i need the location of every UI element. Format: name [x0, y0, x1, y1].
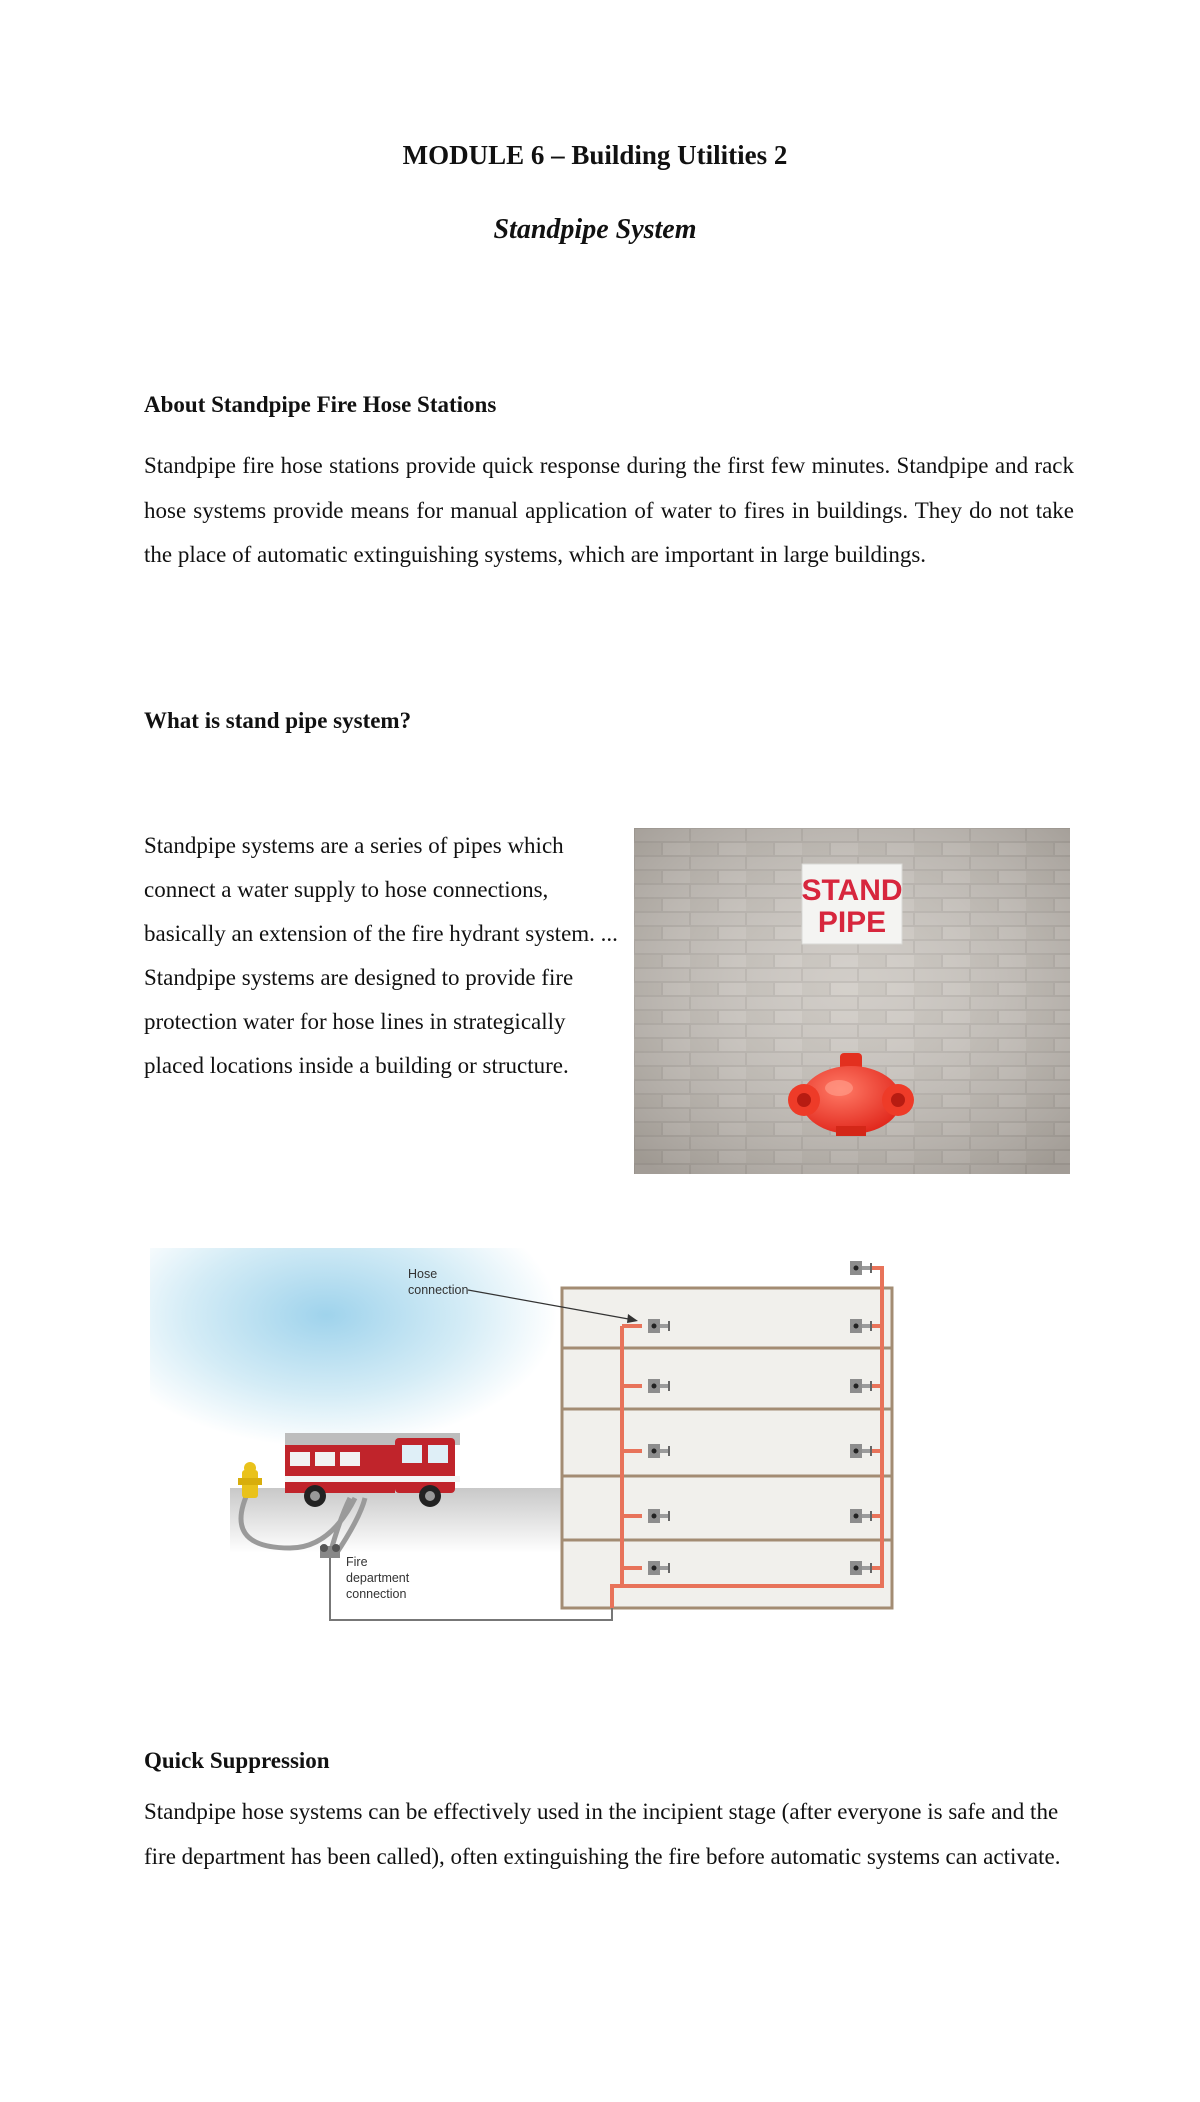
section-body-quick: Standpipe hose systems can be effectively used in the incipient stage (after everyone is safe and the fire department has been called), often extinguishing the fire before automatic systems can activate. [144, 1799, 1061, 1869]
sign-line-1: STAND [801, 874, 903, 907]
standpipe-photo [634, 828, 1070, 1174]
fdc-callout [346, 1555, 410, 1601]
label-hose-line-1: Hose [408, 1267, 438, 1281]
page-subtitle: Standpipe System [493, 214, 697, 245]
section-heading-about: About Standpipe Fire Hose Stations [144, 392, 497, 417]
section-body-what: Standpipe systems are a series of pipes which connect a water supply to hose connections, basically an extension of the fire hydrant system. ... Standpipe systems are designed to provide fire protection water for hose lines in strategically placed locations inside a building or structure. [144, 833, 618, 1078]
standpipe-sign [801, 864, 902, 944]
standpipe-diagram [150, 1248, 900, 1628]
section-body-about: Standpipe fire hose stations provide quick response during the first few minutes. Standpipe and rack hose systems provide means for manual application of water to fires in buildings. They do not take the place of automatic extinguishing systems, which are important in large buildings. [144, 453, 1074, 567]
label-hose-line-2: connection [408, 1283, 469, 1297]
label-fdc-line-1: Fire [346, 1555, 368, 1569]
label-fdc-line-3: connection [346, 1587, 407, 1601]
section-heading-what: What is stand pipe system? [144, 708, 412, 733]
sign-line-2: PIPE [817, 906, 887, 939]
fire-department-connection-icon [320, 1544, 340, 1558]
label-fdc-line-2: department [346, 1571, 410, 1585]
standpipe-photo-graphic [634, 828, 1070, 1174]
section-heading-quick: Quick Suppression [144, 1748, 330, 1773]
page-title: MODULE 6 – Building Utilities 2 [402, 140, 788, 170]
standpipe-diagram-graphic [150, 1248, 900, 1628]
ground [230, 1488, 570, 1553]
building [562, 1288, 892, 1608]
